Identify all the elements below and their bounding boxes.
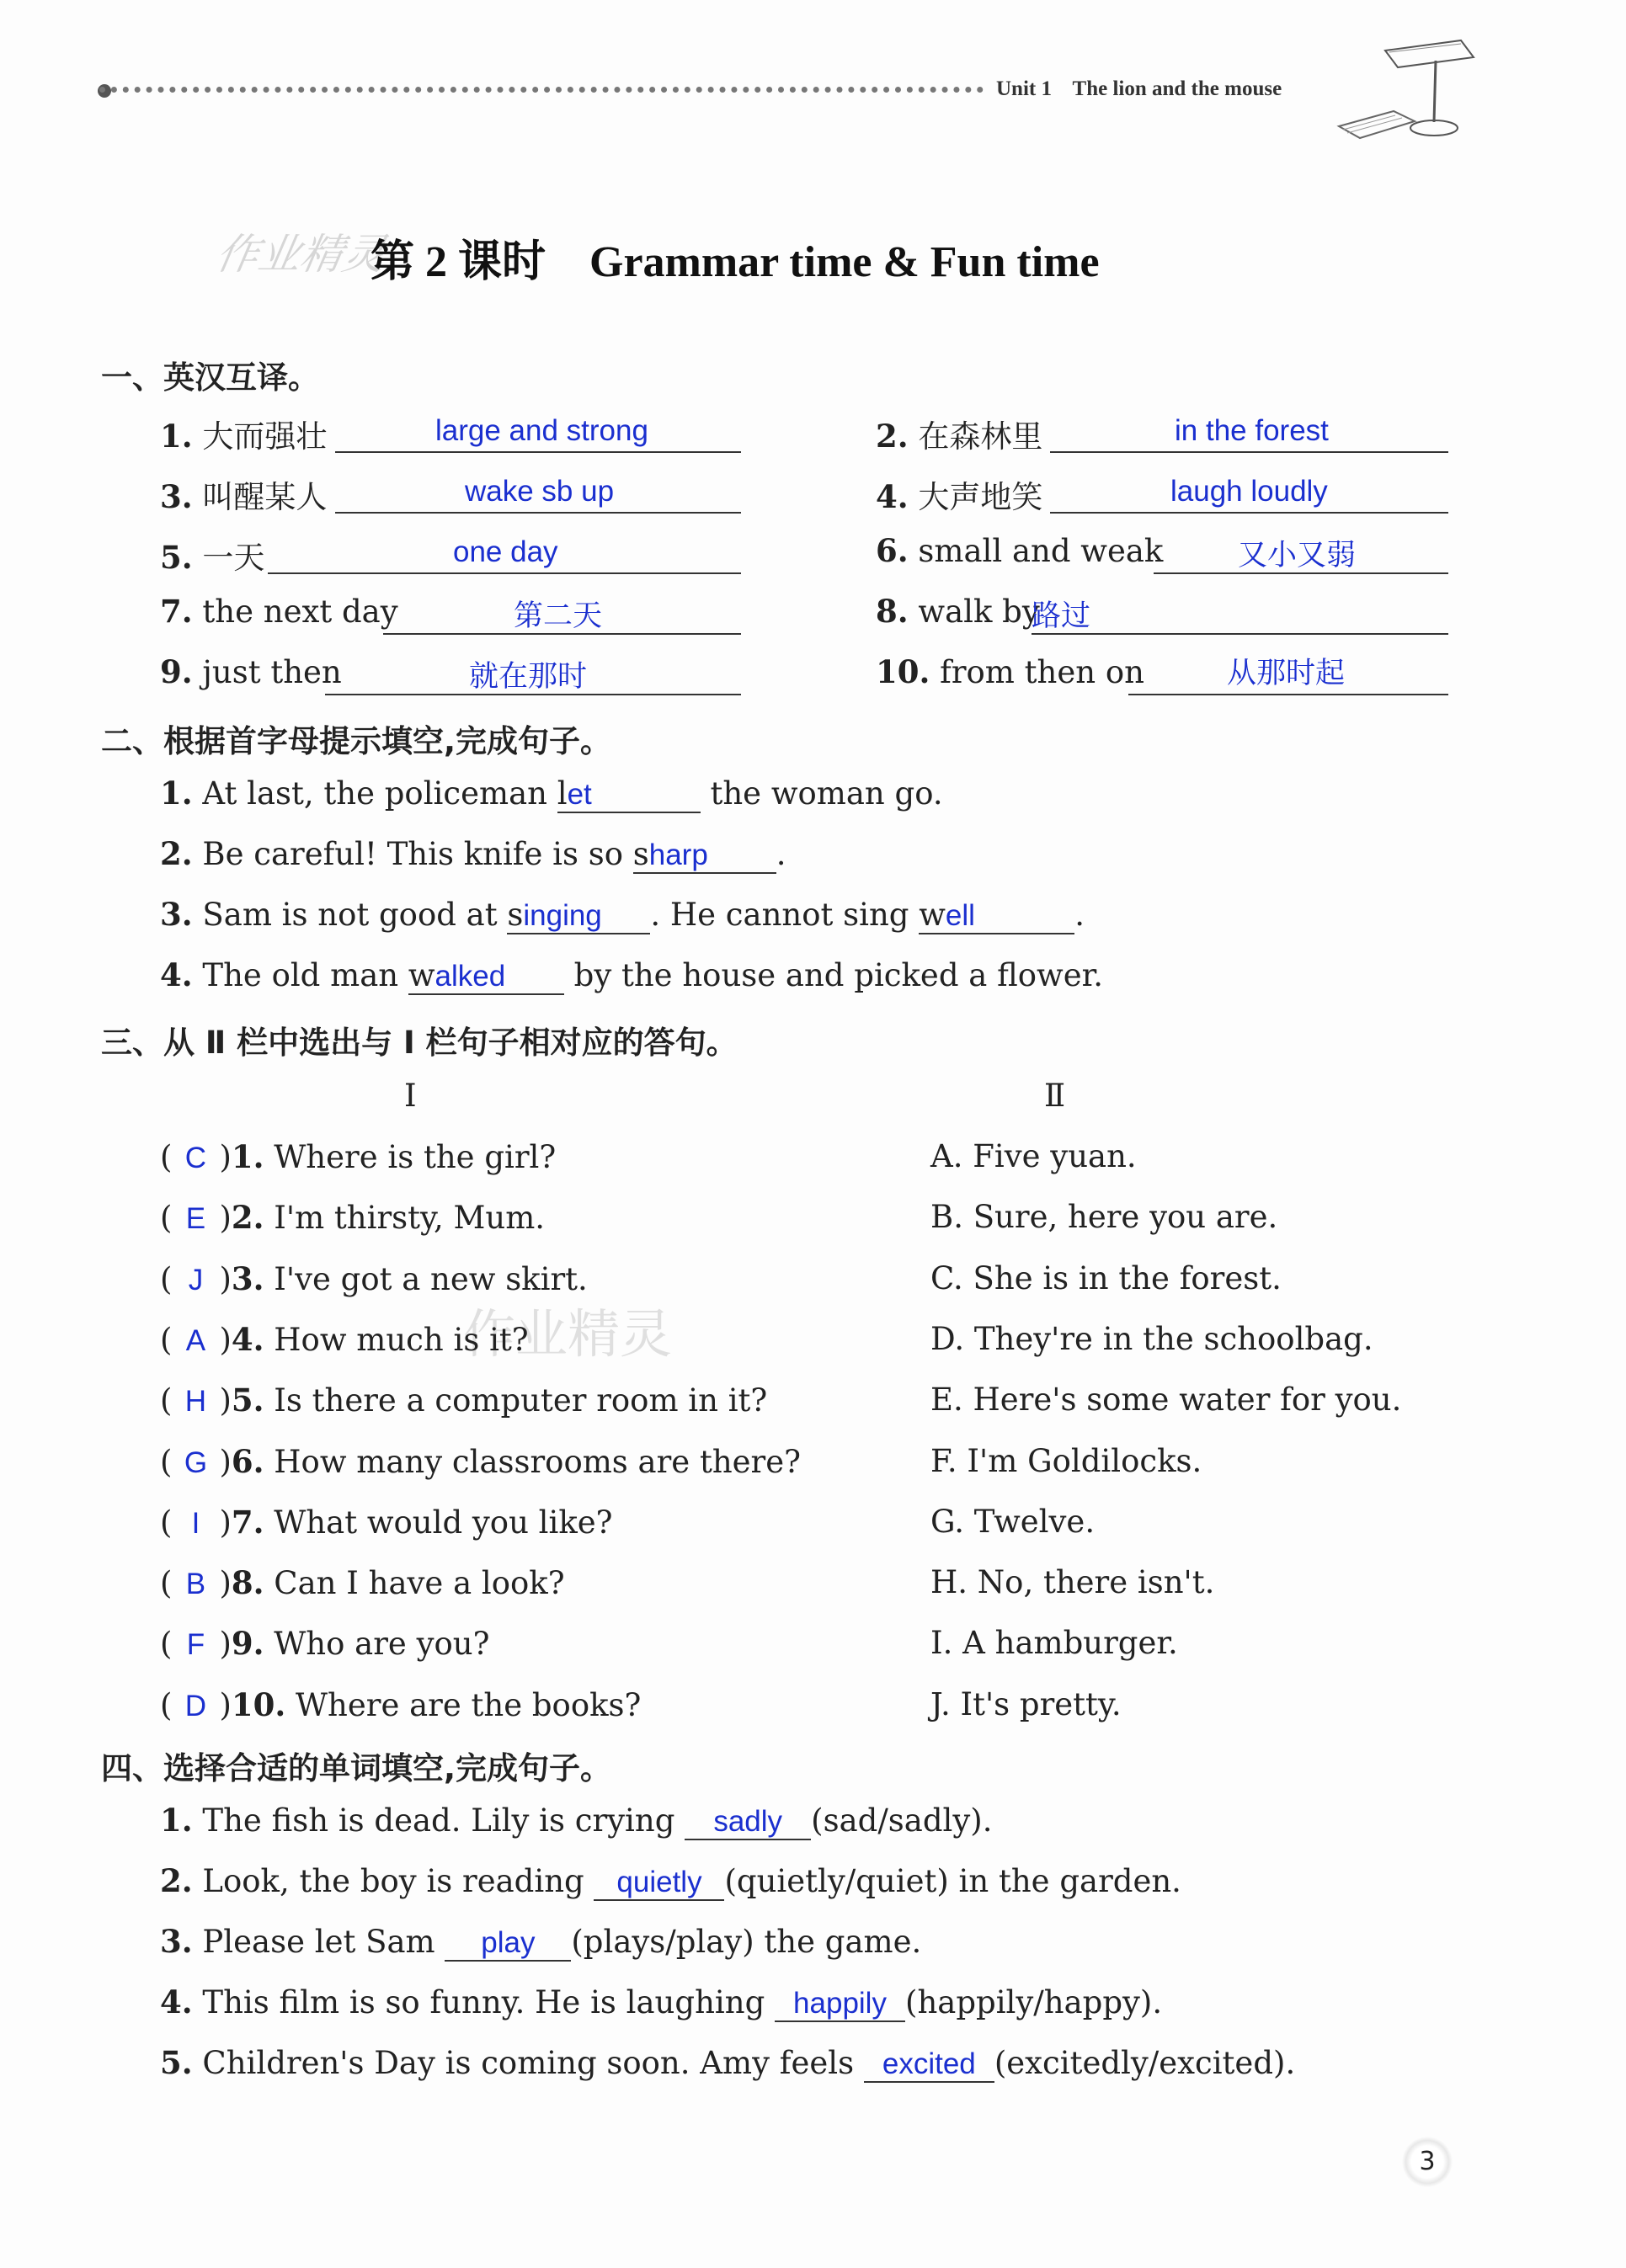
matching-question: [160, 1321, 529, 1358]
paren-open: (: [160, 1504, 173, 1541]
item-prompt: 一天: [202, 540, 265, 576]
item-number: 2.: [231, 1199, 264, 1237]
translation-item: [160, 593, 398, 630]
sentence-text: Sam is not good at: [202, 897, 508, 933]
matching-option: E. Here's some water for you.: [930, 1382, 1402, 1419]
item-number: 4.: [160, 1983, 193, 2020]
item-prompt: 在森林里: [918, 418, 1043, 455]
paren-open: (: [160, 1260, 173, 1297]
item-prompt: walk by: [918, 594, 1040, 630]
item-prompt: the next day: [202, 594, 398, 630]
sentence-text: (quietly/quiet) in the garden.: [724, 1863, 1181, 1899]
matching-option: B. Sure, here you are.: [930, 1199, 1278, 1236]
initials-item: [160, 835, 786, 874]
item-number: 1.: [231, 1138, 264, 1175]
answer-text: ell: [945, 899, 975, 932]
first-letter: l: [557, 775, 568, 812]
answer-letter: D: [184, 1689, 207, 1722]
lesson-title: 第 2 课时 Grammar time & Fun time: [371, 238, 1100, 286]
initials-item: [160, 956, 1103, 995]
answer-blank[interactable]: [919, 897, 1074, 934]
item-number: 5.: [231, 1382, 264, 1419]
answer-letter: A: [185, 1323, 206, 1357]
answer-text: et: [567, 778, 592, 811]
answer-slot[interactable]: [172, 1504, 219, 1541]
answer-text: 路过: [1032, 599, 1091, 633]
matching-option: D. They're in the schoolbag.: [930, 1320, 1373, 1357]
choose-item: [160, 2044, 1295, 2083]
page-number: 3: [1402, 2137, 1453, 2187]
item-prompt: 大而强壮: [202, 418, 328, 455]
paren-close: ): [219, 1626, 232, 1663]
item-number: 2.: [160, 1862, 193, 1899]
choose-item: [160, 1862, 1181, 1901]
item-prompt: small and weak: [918, 533, 1164, 569]
answer-text: 第二天: [514, 599, 603, 633]
item-number: 4.: [160, 956, 193, 993]
matching-question: [160, 1199, 545, 1236]
sentence-text: .: [1074, 897, 1085, 933]
answer-text: 从那时起: [1227, 657, 1346, 690]
item-number: 1.: [160, 418, 193, 455]
unit-title: Unit 1 The lion and the mouse: [996, 77, 1282, 100]
matching-option: F. I'm Goldilocks.: [930, 1442, 1202, 1479]
paren-open: (: [160, 1565, 173, 1602]
matching-option: A. Five yuan.: [930, 1138, 1137, 1174]
item-number: 8.: [876, 593, 909, 630]
matching-option: H. No, there isn't.: [930, 1564, 1215, 1601]
answer-blank[interactable]: [864, 2045, 994, 2083]
answer-blank[interactable]: [594, 1863, 724, 1901]
matching-question: [160, 1625, 489, 1662]
matching-question: [160, 1564, 565, 1601]
answer-letter: C: [184, 1142, 207, 1174]
paren-open: (: [160, 1382, 173, 1419]
item-number: 10.: [876, 653, 930, 690]
paren-open: (: [160, 1200, 173, 1237]
sentence-text: At last, the policeman: [202, 775, 557, 812]
answer-text: quietly: [616, 1866, 702, 1898]
answer-blank[interactable]: [1032, 593, 1448, 635]
item-number: 5.: [160, 539, 193, 576]
question-text: I've got a new skirt.: [274, 1260, 588, 1297]
sentence-text: .: [776, 836, 786, 872]
answer-letter: B: [185, 1568, 206, 1601]
desk-lamp-icon: [1335, 34, 1486, 143]
translation-item: [160, 653, 342, 690]
item-number: 4.: [231, 1320, 264, 1358]
question-text: Who are you?: [274, 1626, 490, 1663]
matching-question: [160, 1686, 641, 1723]
answer-letter: H: [184, 1385, 207, 1419]
section-1-heading: 一、英汉互译。: [101, 359, 319, 396]
translation-item: [160, 471, 327, 517]
paren-open: (: [160, 1626, 173, 1663]
sentence-text: The old man: [202, 957, 408, 993]
item-number: 2.: [876, 418, 909, 455]
answer-letter: I: [191, 1506, 200, 1540]
item-prompt: 叫醒某人: [202, 479, 328, 515]
answer-text: play: [481, 1926, 536, 1959]
sentence-text: by the house and picked a flower.: [563, 957, 1103, 993]
answer-slot[interactable]: [172, 1626, 219, 1662]
answer-text: happily: [793, 1987, 887, 2020]
answer-text: 就在那时: [469, 660, 588, 694]
paren-open: (: [160, 1321, 173, 1358]
paren-close: ): [219, 1200, 232, 1237]
paren-close: ): [219, 1686, 232, 1723]
question-text: Where are the books?: [296, 1686, 642, 1723]
item-number: 7.: [160, 593, 193, 630]
paren-close: ): [219, 1565, 232, 1602]
column-1-heading: Ⅰ: [404, 1078, 417, 1114]
answer-text: 又小又弱: [1238, 539, 1357, 572]
choose-item: [160, 1983, 1162, 2022]
answer-slot[interactable]: [172, 1261, 219, 1297]
answer-slot[interactable]: [172, 1322, 219, 1358]
item-number: 2.: [160, 835, 193, 872]
paren-open: (: [160, 1443, 173, 1480]
item-number: 10.: [231, 1685, 286, 1723]
item-number: 7.: [231, 1503, 264, 1541]
first-letter: w: [919, 897, 946, 933]
section-2-heading: 二、根据首字母提示填空,完成句子。: [101, 723, 612, 759]
sentence-text: Children's Day is coming soon. Amy feels: [202, 2045, 864, 2081]
choose-item: [160, 1923, 921, 1962]
item-number: 3.: [160, 1923, 193, 1960]
paren-close: ): [219, 1443, 232, 1480]
first-letter: s: [632, 836, 649, 872]
paren-close: ): [219, 1260, 232, 1297]
translation-item: [876, 532, 1163, 569]
header-dotted-rule: [99, 87, 984, 93]
sentence-text: the woman go.: [700, 775, 943, 812]
matching-option: J. It's pretty.: [930, 1685, 1122, 1722]
item-number: 6.: [231, 1442, 264, 1480]
item-number: 6.: [876, 532, 909, 569]
answer-text: alked: [434, 960, 506, 993]
section-4-heading: 四、选择合适的单词填空,完成句子。: [101, 1750, 612, 1786]
item-number: 1.: [160, 775, 193, 812]
answer-slot[interactable]: [172, 1565, 219, 1601]
paren-open: (: [160, 1139, 173, 1175]
item-number: 3.: [160, 896, 193, 933]
answer-blank[interactable]: [685, 1802, 811, 1840]
sentence-text: Be careful! This knife is so: [202, 836, 633, 872]
paren-close: ): [219, 1321, 232, 1358]
answer-text: excited: [882, 2047, 976, 2080]
answer-text: sadly: [713, 1805, 783, 1838]
item-prompt: just then: [202, 654, 342, 690]
translation-item: [160, 532, 264, 578]
sentence-text: (happily/happy).: [905, 1984, 1163, 2020]
answer-letter: F: [186, 1628, 205, 1662]
first-letter: s: [507, 897, 524, 933]
answer-text: laugh loudly: [1170, 475, 1328, 508]
matching-question: [160, 1382, 767, 1419]
question-text: Can I have a look?: [274, 1565, 565, 1602]
item-number: 3.: [231, 1259, 264, 1297]
translation-item: [876, 593, 1040, 630]
answer-blank[interactable]: [445, 1924, 571, 1962]
answer-blank[interactable]: [775, 1984, 905, 2022]
question-text: How much is it?: [274, 1321, 529, 1358]
matching-question: [160, 1443, 801, 1480]
matching-question: [160, 1504, 612, 1541]
matching-option: C. She is in the forest.: [930, 1259, 1282, 1296]
sentence-text: The fish is dead. Lily is crying: [202, 1802, 685, 1839]
matching-question: [160, 1138, 556, 1175]
sentence-text: . He cannot sing: [650, 897, 920, 933]
answer-letter: J: [188, 1263, 204, 1296]
answer-blank[interactable]: [507, 897, 650, 934]
sentence-text: Look, the boy is reading: [202, 1863, 594, 1899]
item-number: 8.: [231, 1564, 264, 1602]
item-number: 9.: [160, 653, 193, 690]
item-prompt: from then on: [940, 654, 1144, 690]
answer-blank[interactable]: [557, 775, 701, 813]
answer-slot[interactable]: [172, 1200, 219, 1236]
answer-slot[interactable]: [172, 1444, 219, 1480]
item-number: 4.: [876, 478, 909, 515]
translation-item: [876, 653, 1144, 690]
matching-option: I. A hamburger.: [930, 1625, 1178, 1662]
column-2-heading: Ⅱ: [1044, 1078, 1066, 1114]
translation-item: [160, 411, 327, 456]
paren-close: ): [219, 1382, 232, 1419]
answer-blank[interactable]: [408, 957, 564, 995]
translation-item: [876, 411, 1042, 456]
answer-text: harp: [648, 839, 708, 871]
sentence-text: (sad/sadly).: [811, 1802, 993, 1839]
answer-slot[interactable]: [172, 1382, 219, 1419]
item-number: 9.: [231, 1625, 264, 1663]
answer-letter: G: [184, 1445, 208, 1479]
watermark-text: 作业精灵: [212, 230, 390, 279]
answer-text: large and strong: [435, 414, 648, 447]
first-letter: w: [408, 957, 435, 993]
answer-slot[interactable]: [172, 1139, 219, 1175]
answer-slot[interactable]: [172, 1687, 219, 1723]
choose-item: [160, 1802, 992, 1840]
question-text: How many classrooms are there?: [274, 1443, 801, 1480]
matching-option: G. Twelve.: [930, 1503, 1096, 1540]
sentence-text: (excitedly/excited).: [994, 2045, 1296, 2081]
paren-close: ): [219, 1504, 232, 1541]
question-text: What would you like?: [274, 1504, 613, 1541]
translation-item: [876, 471, 1042, 517]
matching-question: [160, 1260, 588, 1297]
answer-text: in the forest: [1175, 414, 1329, 447]
answer-text: wake sb up: [465, 475, 615, 508]
answer-blank[interactable]: [633, 836, 776, 874]
sentence-text: (plays/play) the game.: [571, 1924, 922, 1960]
watermark-text: 作业精灵: [463, 1303, 673, 1365]
question-text: Where is the girl?: [274, 1139, 557, 1175]
answer-text: inging: [523, 899, 602, 932]
item-prompt: 大声地笑: [918, 479, 1043, 515]
initials-item: [160, 775, 943, 813]
section-3-heading: 三、从 Ⅱ 栏中选出与 Ⅰ 栏句子相对应的答句。: [101, 1025, 738, 1061]
sentence-text: Please let Sam: [202, 1924, 445, 1960]
item-number: 3.: [160, 478, 193, 515]
item-number: 1.: [160, 1802, 193, 1839]
item-number: 5.: [160, 2044, 193, 2081]
initials-item: [160, 896, 1085, 934]
question-text: Is there a computer room in it?: [274, 1382, 768, 1419]
paren-close: ): [219, 1139, 232, 1175]
answer-text: one day: [453, 535, 558, 568]
answer-letter: E: [185, 1202, 206, 1236]
paren-open: (: [160, 1686, 173, 1723]
sentence-text: This film is so funny. He is laughing: [202, 1984, 776, 2020]
question-text: I'm thirsty, Mum.: [274, 1200, 546, 1237]
